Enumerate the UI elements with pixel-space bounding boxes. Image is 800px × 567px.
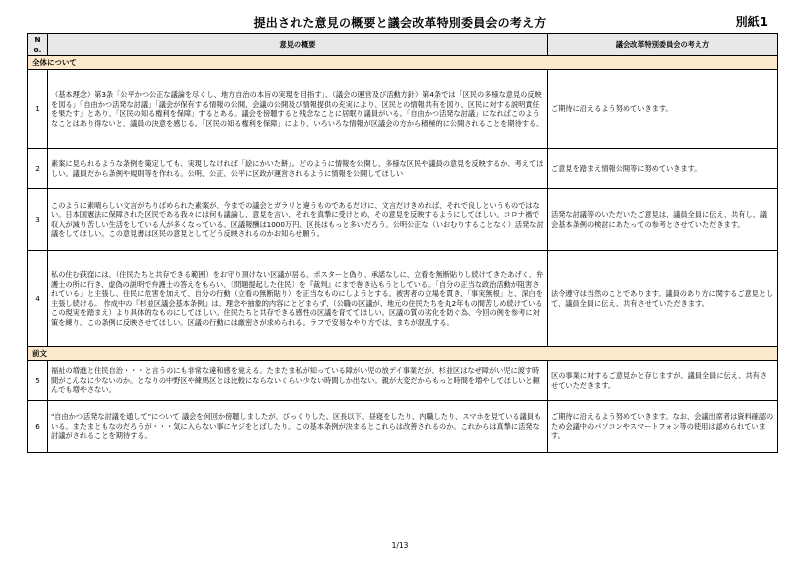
opinion-cell: 私の住む荻窪には、（住民たちと共存できる範囲）をお守り頂けない区議が居る。ポスターと偽り、承諾なしに、立看を無断貼りし続けてきたあげく、弁護士の所に行き、虚偽の説明で弁護士の答えをもらい、〔問題提起した住民〕を『裁判』にまで巻き込もうとしている。「自分の正当な政治活動が阻害されている」と主張し、住民に危害を加えて、自分の行動（立看の無断貼り）を正当なものにしようとする。被害者の立場を貫き、「事実無根」と、深白を主張し続ける。 作成中の『杉並区議会基本条例』は、理念や抽象的内容にとどまらず、（公職の区議が、地元の住民たちを丸2年もの間苦しめ続けているこの現実を踏まえ）より具体的なものにしてほしい。住民たちと共存できる感性の区議を育ててほしい。区議の質の劣化を防ぐ為、今回の例を参考に対策を練り、この条例に反映させてほしい。区議の行動には厳密さが求められる。ラフで安易なやり方では、まちが混乱する。	[48, 251, 548, 347]
opinion-cell: （基本理念）第3条「公平かつ公正な議論を尽くし、地方自治の本旨の実現を目指す」、（議会の運営及び活動方針）第4条では「区民の多様な意見の反映を図る」「自由かつ活発な討議」「議会が保有する情報の公開、会議の公開及び情報提供の充実により、区民との情報共有を図り、区民に対する説明責任を果たす」とあり、「区民の知る権利を保障」するとある。議会を傍聴すると残念なことに居眠り議員がいる。「自由かつ活発な討議」になればこのようなことはあり得ないと、議員の決意を感じる。「区民の知る権利を保障」により、いろいろな情報が区議会の方から積極的に公開されることを期待する。	[48, 70, 548, 149]
document-title: 提出された意見の概要と議会改革特別委員会の考え方	[253, 16, 547, 30]
opinion-cell: 素案に見られるような条例を策定しても、実現しなければ「絵にかいた餅」。どのように情報を公開し、多様な区民や議員の意見を反映するか、考えてほしい。議員だから条例や規則等を作れる。公明、公正、公平に区政が運営されるように情報を公開してほしい	[48, 149, 548, 189]
opinion-cell: "自由かつ活発な討議を通して"について 議会を何回か傍聴しましたが、びっくりした。区長以下、昼寝をしたり、内職したり、スマホを見ている議員もいる。またまともなのだろうが・・・気に入らない事にヤジをとばしたり。この基本条例が決まるとこれらは改善されるのか。これからは真摯に活発な討議がされることを期待する。	[48, 401, 548, 453]
column-header-no: No.	[28, 34, 48, 56]
table-row	[28, 189, 778, 251]
column-header-response: 議会改革特別委員会の考え方	[548, 34, 778, 56]
row-number: 6	[28, 401, 48, 453]
page-number: 1/13	[391, 541, 409, 550]
table-row	[28, 70, 778, 149]
row-number: 1	[28, 70, 48, 149]
section-row	[28, 347, 778, 361]
response-cell: ご意見を踏まえ情報公開等に努めていきます。	[548, 149, 778, 189]
opinion-cell: 福祉の増進と住民自治・・・と言うのにも非常な違和感を覚える。たまたま私が知っている障がい児の放デイ事業だが、杉並区はなぜ障がい児に渡す時間がこんなに少ないのか。となりの中野区や練馬区とは比較にならないくらい少ない時間しか出ない。親が大変だからもっと時間を増やしてほしいと頼んでも増やさない。	[48, 361, 548, 401]
section-label: 前文	[28, 347, 778, 361]
column-header-opinion: 意見の概要	[48, 34, 548, 56]
row-number: 2	[28, 149, 48, 189]
response-cell: 法令遵守は当然のことであります。議員のあり方に関するご意見として、議員全員に伝え、共有させていただきます。	[548, 251, 778, 347]
response-cell: 活発な討議等のいただいたご意見は、議員全員に伝え、共有し、議会基本条例の検討にあたっての参考とさせていただきます。	[548, 189, 778, 251]
section-row	[28, 56, 778, 70]
table-row	[28, 149, 778, 189]
table-header-row	[28, 34, 778, 56]
response-cell: ご期待に沿えるよう努めていきます。なお、会議出席者は資料確認のため会議中のパソコンやスマートフォン等の使用は認められています。	[548, 401, 778, 453]
section-label: 全体について	[28, 56, 778, 70]
opinion-table	[27, 33, 778, 453]
row-number: 4	[28, 251, 48, 347]
row-number: 5	[28, 361, 48, 401]
response-cell: ご期待に沿えるよう努めていきます。	[548, 70, 778, 149]
response-cell: 区の事業に対するご意見かと存じますが、議員全員に伝え、共有させていただきます。	[548, 361, 778, 401]
opinion-cell: このように素晴らしい文言がちりばめられた素案が、今までの議会とガラリと違うものであるだけに、文言だけきめれば、それで良しというものではない。日本国憲法に保障された区民である我々には何も議論し、意見を言い、それを真摯に受けとめ、その意見を反映するようにしてほしい。コロナ禍で収入が減り苦しい生活をしている人が多くなっている。区議報酬は1000万円、区長はもっと多いだろう。公明公正な（いおむりすることなく）活発な討議をしてほしい。この意見書は区民の意見としてどう反映されるのかお知らせ願う。	[48, 189, 548, 251]
table-row	[28, 401, 778, 453]
table-row	[28, 361, 778, 401]
row-number: 3	[28, 189, 48, 251]
table-row	[28, 251, 778, 347]
attachment-label: 別紙1	[735, 15, 768, 29]
